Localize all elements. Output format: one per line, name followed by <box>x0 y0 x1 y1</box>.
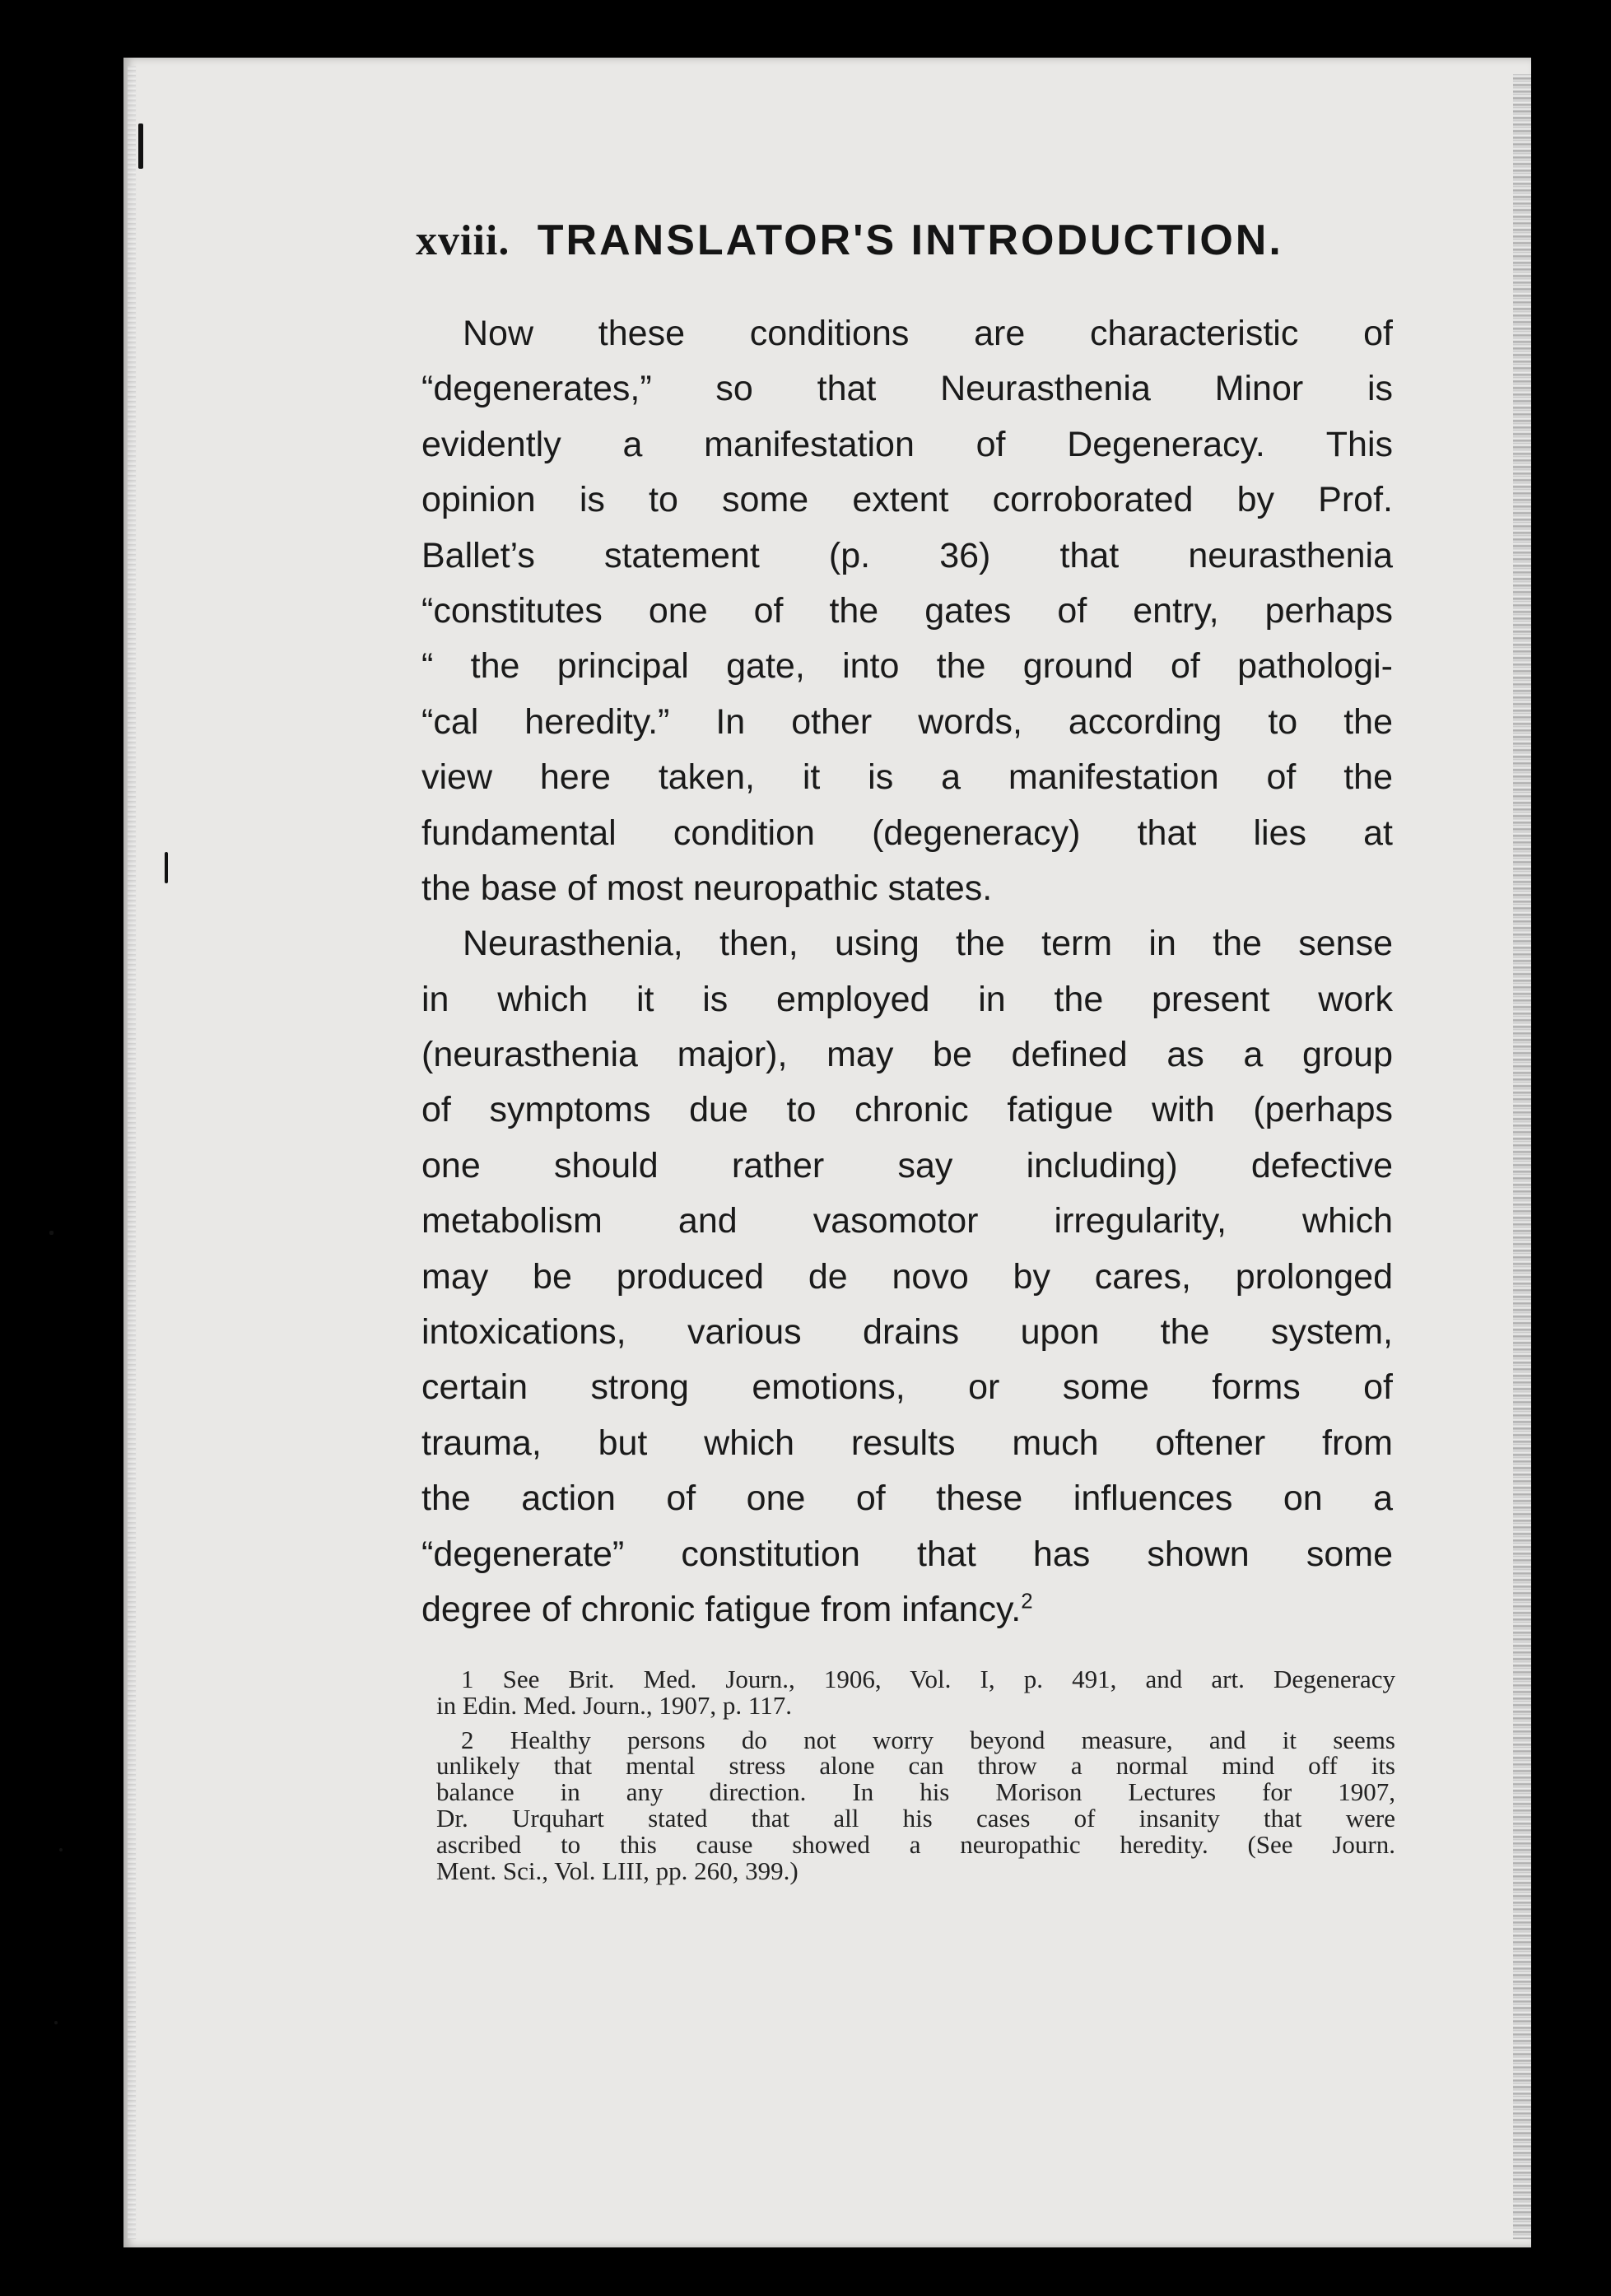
footnote-line: ascribed to this cause showed a neuropathic heredity. (See Journ. <box>436 1829 1395 1859</box>
body-text <box>421 306 1393 1637</box>
text-line: certain strong emotions, or some forms of <box>421 1367 1393 1408</box>
text-line: metabolism and vasomotor irregularity, which <box>421 1201 1393 1241</box>
text-line: one should rather say including) defective <box>421 1145 1393 1185</box>
scan-speck <box>138 123 143 169</box>
page-number: xviii. <box>416 217 510 264</box>
text-line: fundamental condition (degeneracy) that lies at <box>421 813 1393 853</box>
footnote-line: in Edin. Med. Journ., 1907, p. 117. <box>436 1690 792 1720</box>
text-line: may be produced de novo by cares, prolonged <box>421 1256 1393 1297</box>
footnote-line: 2 Healthy persons do not worry beyond measure, and it seems <box>461 1725 1395 1754</box>
text-line: of symptoms due to chronic fatigue with (perhaps <box>421 1090 1393 1130</box>
footnote-marker: 2 <box>1021 1590 1033 1614</box>
text-line: opinion is to some extent corroborated by Prof. <box>421 480 1393 520</box>
scan-speck <box>49 1231 54 1235</box>
text-line: evidently a manifestation of Degeneracy. This <box>421 424 1393 464</box>
footnotes <box>436 1666 1395 1892</box>
page-edge-left <box>128 66 136 2239</box>
text-line: view here taken, it is a manifestation of the <box>421 757 1393 798</box>
text-line: “ the principal gate, into the ground of pathologi- <box>421 646 1393 687</box>
running-head <box>416 216 1387 265</box>
running-head-title: TRANSLATOR'S INTRODUCTION. <box>537 217 1283 264</box>
scan-speck <box>54 2021 58 2024</box>
footnote-line: Dr. Urquhart stated that all his cases of insanity that were <box>436 1803 1395 1833</box>
footnote-line: unlikely that mental stress alone can throw a normal mind off its <box>436 1751 1395 1781</box>
footnote-line: 1 See Brit. Med. Journ., 1906, Vol. I, p. 491, and art. Degeneracy <box>461 1665 1395 1693</box>
text-line: Ballet’s statement (p. 36) that neurasthenia <box>421 535 1393 575</box>
page-edge-right <box>1513 74 1531 2239</box>
footnote-2 <box>436 1727 1395 1884</box>
scan-speck <box>165 852 168 883</box>
text-line-final <box>421 1582 1393 1637</box>
text-line: degree of chronic fatigue from infancy. <box>421 1589 1022 1629</box>
text-line: trauma, but which results much oftener from <box>421 1423 1393 1463</box>
scan-speck <box>59 1848 63 1851</box>
footnote-line: balance in any direction. In his Morison Lectures for 1907, <box>436 1777 1395 1807</box>
text-line: “degenerate” constitution that has shown some <box>421 1534 1393 1574</box>
footnote-1 <box>436 1666 1395 1719</box>
text-line: in which it is employed in the present work <box>421 979 1393 1019</box>
text-line: Neurasthenia, then, using the term in the sense <box>463 924 1393 964</box>
text-line: intoxications, various drains upon the system, <box>421 1312 1393 1353</box>
text-line: the base of most neuropathic states. <box>421 868 993 908</box>
text-line: Now these conditions are characteristic of <box>463 314 1393 353</box>
text-line: “degenerates,” so that Neurasthenia Minor is <box>421 369 1393 409</box>
text-line: “cal heredity.” In other words, according to the <box>421 701 1393 742</box>
footnote-line: Ment. Sci., Vol. LIII, pp. 260, 399.) <box>436 1856 799 1885</box>
text-line: the action of one of these influences on a <box>421 1479 1393 1519</box>
text-line: “constitutes one of the gates of entry, perhaps <box>421 590 1393 631</box>
text-line: (neurasthenia major), may be defined as a group <box>421 1035 1393 1075</box>
